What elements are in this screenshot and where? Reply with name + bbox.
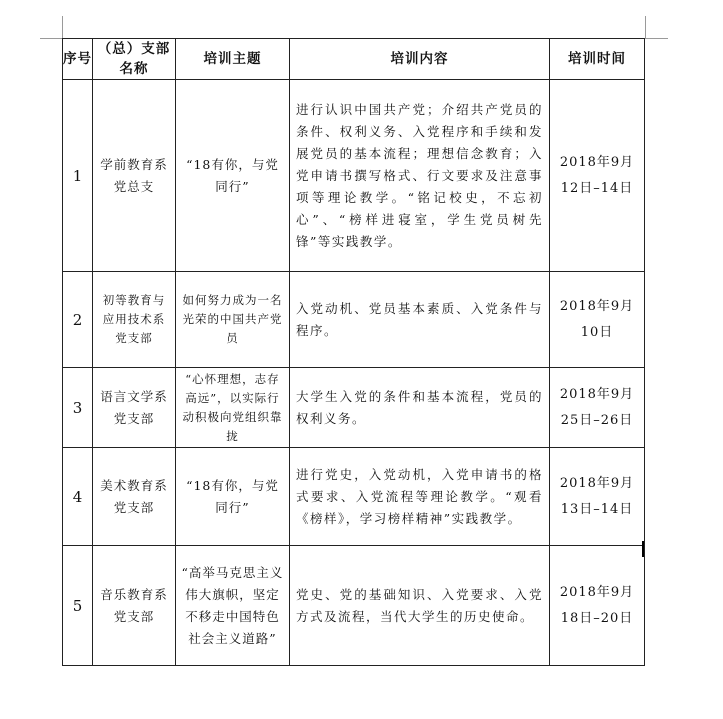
row-index: 5 [63, 546, 93, 666]
row-index: 3 [63, 368, 93, 448]
table-row [63, 80, 645, 272]
row-time-month: 2018年9月 [559, 475, 635, 491]
row-topic: “高举马克思主义伟大旗帜，坚定不移走中国特色社会主义道路” [176, 546, 290, 666]
row-content: 进行认识中国共产党；介绍共产党员的条件、权利义务、入党程序和手续和发展党员的基本流程；理想信念教育；入党申请书撰写格式、行文要求及注意事项等理论教学。“铭记校史，不忘初心”、“榜样进寝室，学生党员树先锋”等实践教学。 [290, 80, 550, 272]
crop-mark-top-left [40, 16, 63, 39]
header-branch: （总）支部名称 [93, 39, 176, 80]
row-index: 1 [63, 80, 93, 272]
training-schedule-table [62, 38, 645, 666]
header-content: 培训内容 [290, 39, 550, 80]
row-content: 大学生入党的条件和基本流程，党员的权利义务。 [290, 368, 550, 448]
row-content: 进行党史，入党动机，入党申请书的格式要求、入党流程等理论教学。“观看《榜样》，学习榜样精神”实践教学。 [290, 448, 550, 546]
row-branch: 音乐教育系党支部 [93, 546, 176, 666]
row-time [550, 448, 645, 546]
row-index: 4 [63, 448, 93, 546]
row-time-month: 2018年9月 [559, 298, 635, 314]
row-time [550, 272, 645, 368]
row-time-month: 2018年9月 [559, 386, 635, 402]
table-row [63, 272, 645, 368]
row-branch: 初等教育与应用技术系党支部 [93, 272, 176, 368]
row-time-days: 10日 [580, 324, 614, 340]
row-time-days: 12日–14日 [560, 180, 634, 196]
row-time [550, 80, 645, 272]
text-cursor [642, 541, 644, 557]
row-topic: 如何努力成为一名光荣的中国共产党员 [176, 272, 290, 368]
table-header-row [63, 39, 645, 80]
header-index: 序号 [63, 39, 93, 80]
row-content: 入党动机、党员基本素质、入党条件与程序。 [290, 272, 550, 368]
row-index: 2 [63, 272, 93, 368]
row-branch: 学前教育系党总支 [93, 80, 176, 272]
row-content: 党史、党的基础知识、入党要求、入党方式及流程，当代大学生的历史使命。 [290, 546, 550, 666]
row-time-days: 25日–26日 [560, 412, 634, 428]
table-row [63, 448, 645, 546]
row-topic: “心怀理想，志存高远”，以实际行动积极向党组织靠拢 [176, 368, 290, 448]
header-time: 培训时间 [550, 39, 645, 80]
row-time [550, 546, 645, 666]
header-topic: 培训主题 [176, 39, 290, 80]
row-time-month: 2018年9月 [559, 154, 635, 170]
row-time [550, 368, 645, 448]
table-row [63, 546, 645, 666]
row-time-days: 13日–14日 [560, 501, 634, 517]
crop-mark-top-right [645, 16, 668, 39]
row-branch: 美术教育系党支部 [93, 448, 176, 546]
row-topic: “18有你，与党同行” [176, 448, 290, 546]
row-time-days: 18日–20日 [560, 610, 634, 626]
row-time-month: 2018年9月 [559, 584, 635, 600]
row-topic: “18有你，与党同行” [176, 80, 290, 272]
table-row [63, 368, 645, 448]
row-branch: 语言文学系党支部 [93, 368, 176, 448]
